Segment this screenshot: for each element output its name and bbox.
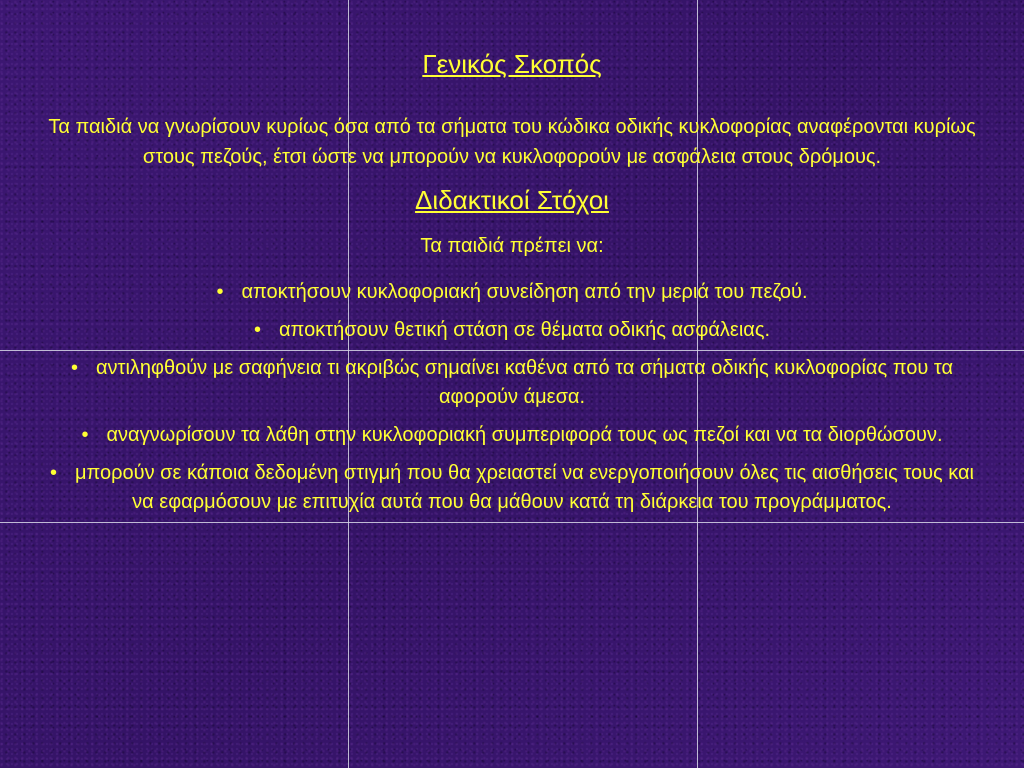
objectives-title: Διδακτικοί Στόχοι	[415, 185, 609, 215]
bullet-icon: •	[81, 424, 89, 446]
bullet-icon: •	[216, 281, 224, 303]
slide-content	[40, 44, 984, 526]
objective-text: αποκτήσουν θετική στάση σε θέματα οδικής ασφάλειας.	[278, 319, 771, 341]
aim-paragraph: Τα παιδιά να γνωρίσουν κυρίως όσα από τα σήματα του κώδικα οδικής κυκλοφορίας αναφέρονται κυρίως στους πεζούς, έτσι ώστε να μπορούν να κυκλοφορούν με ασφάλεια στους δρόμους.	[48, 116, 976, 168]
objectives-list	[40, 278, 984, 517]
objective-item	[40, 316, 984, 345]
objective-text: αναγνωρίσουν τα λάθη στην κυκλοφοριακή συμπεριφορά τους ως πεζοί και να τα διορθώσουν.	[106, 424, 943, 446]
objective-text: αντιληφθούν με σαφήνεια τι ακριβώς σημαίνει καθένα από τα σήματα οδικής κυκλοφορίας που τα αφορούν άμεσα.	[95, 357, 954, 408]
objective-item	[40, 459, 984, 517]
objective-item	[40, 278, 984, 307]
bullet-icon: •	[70, 357, 78, 379]
objective-text: αποκτήσουν κυκλοφοριακή συνείδηση από την μεριά του πεζού.	[241, 281, 808, 303]
bullet-icon: •	[253, 319, 261, 341]
objective-item	[40, 354, 984, 412]
objective-item	[40, 421, 984, 450]
bullet-icon: •	[49, 462, 57, 484]
slide-title: Γενικός Σκοπός	[422, 49, 602, 79]
objectives-intro: Τα παιδιά πρέπει να:	[420, 235, 604, 257]
objective-text: μπορούν σε κάποια δεδομένη στιγμή που θα χρειαστεί να ενεργοποιήσουν όλες τις αισθήσεις τους και να εφαρμόσουν με επιτυχία αυτά που θα μάθουν κατά τη διάρκεια του προγράμματος.	[75, 462, 974, 513]
